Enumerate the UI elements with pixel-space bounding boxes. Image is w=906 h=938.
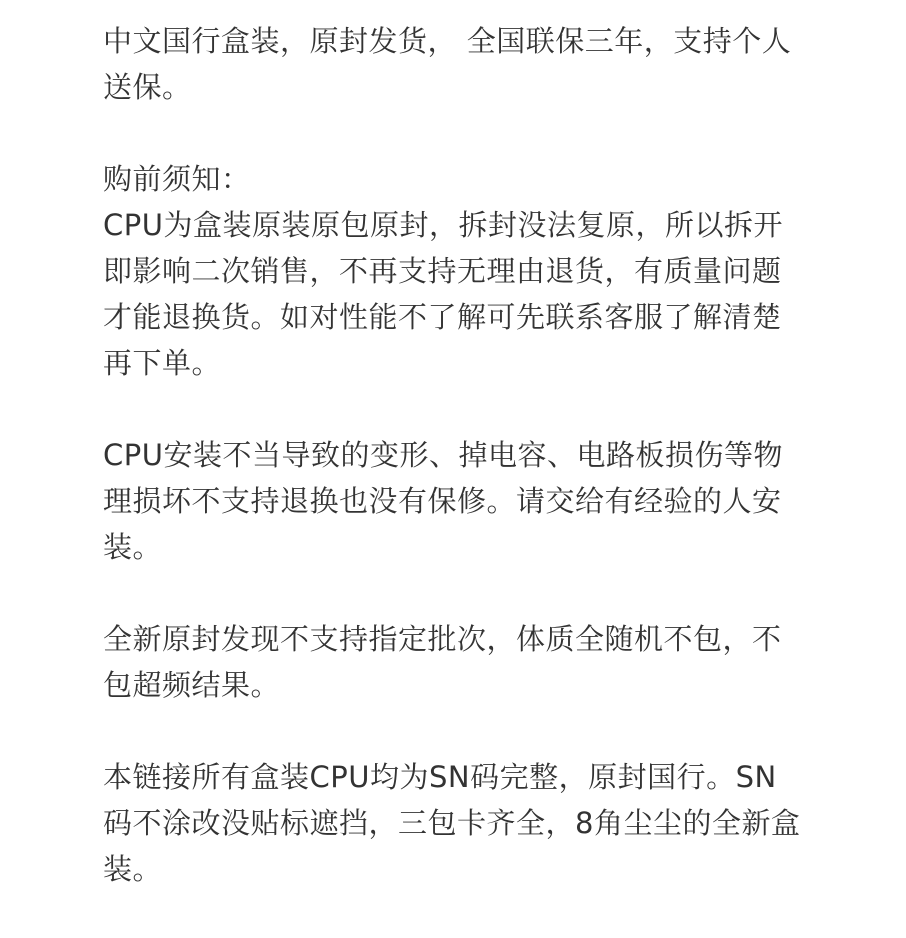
batch-quality-paragraph: 全新原封发现不支持指定批次，体质全随机不包，不包超频结果。 (103, 622, 782, 702)
sn-code-paragraph: 本链接所有盒装CPU均为SN码完整，原封国行。SN码不涂改没贴标遮挡，三包卡齐全，8角尘尘的全新盒装。 (103, 760, 801, 886)
warranty-paragraph: 中文国行盒装，原封发货， 全国联保三年，支持个人送保。 (103, 24, 792, 104)
installation-damage-paragraph: CPU安装不当导致的变形、掉电容、电路板损伤等物理损坏不支持退换也没有保修。请交给有经验的人安装。 (103, 438, 783, 564)
product-notice-document (103, 18, 803, 938)
pre-purchase-heading: 购前须知： (103, 162, 251, 196)
return-policy-paragraph: CPU为盒装原装原包原封，拆封没法复原，所以拆开即影响二次销售，不再支持无理由退货，有质量问题才能退换货。如对性能不了解可先联系客服了解清楚再下单。 (103, 208, 783, 380)
